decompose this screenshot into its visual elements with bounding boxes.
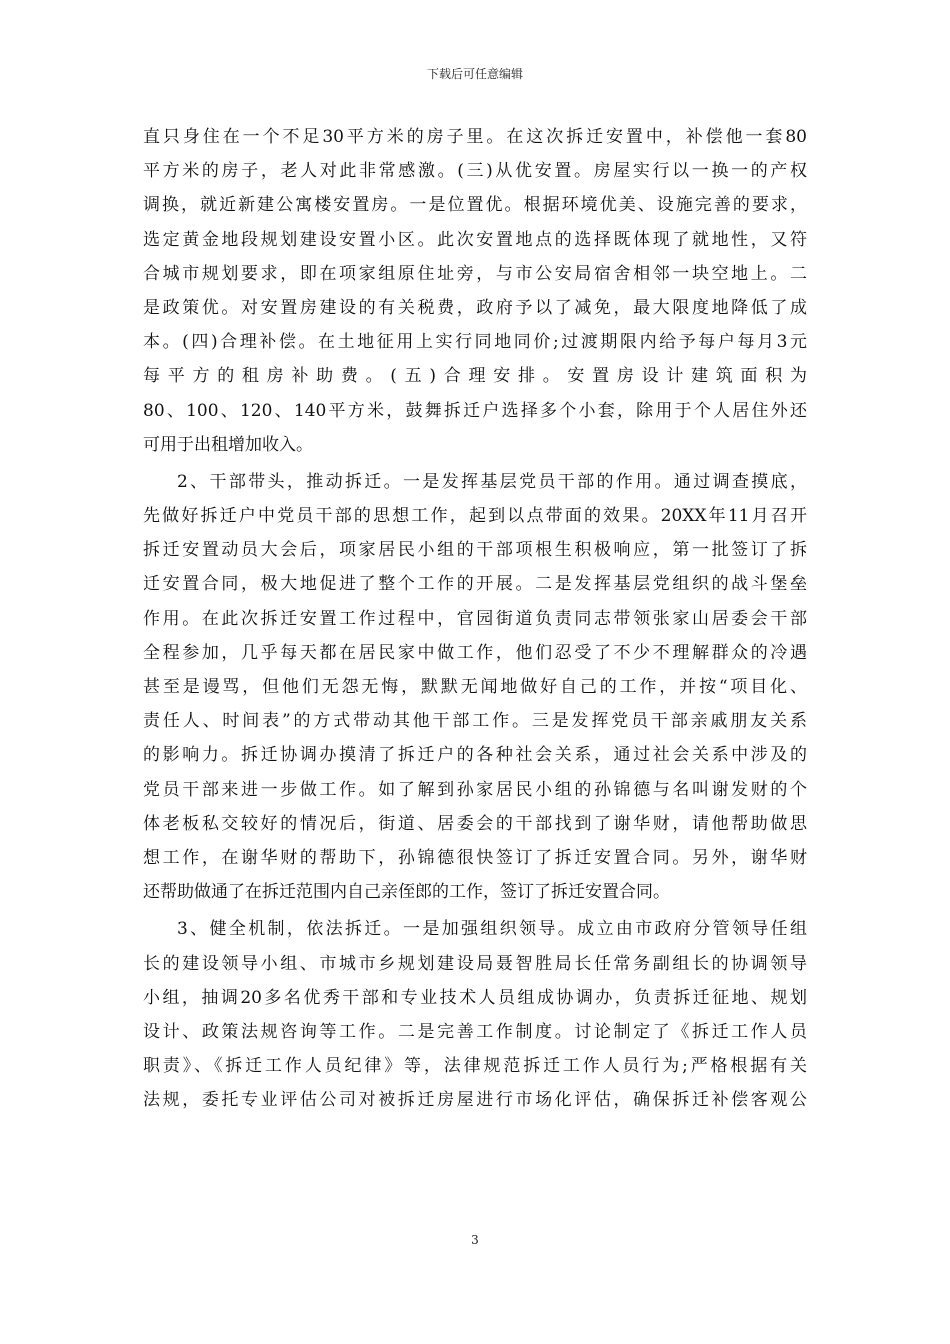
text-line: 拆迁安置动员大会后，项家居民小组的干部项根生积极响应，第一批签订了拆 (143, 540, 807, 561)
text-line: 法规，委托专业评估公司对被拆迁房屋进行市场化评估，确保拆迁补偿客观公 (143, 1090, 807, 1111)
text-line: 还帮助做通了在拆迁范围内自己亲侄郎的工作，签订了拆迁安置合同。 (143, 882, 670, 903)
text-line: 直只身住在一个不足30平方米的房子里。在这次拆迁安置中，补偿他一套80 (143, 127, 807, 147)
text-line: 设计、政策法规咨询等工作。二是完善工作制度。讨论制定了《拆迁工作人员 (143, 1021, 807, 1042)
text-line: 全程参加，几乎每天都在居民家中做工作，他们忍受了不少不理解群众的冷遇 (143, 642, 807, 663)
text-line: 责任人、时间表”的方式带动其他干部工作。三是发挥党员干部亲戚朋友关系 (143, 711, 807, 732)
text-line: 职责》、《拆迁工作人员纪律》等，法律规范拆迁工作人员行为;严格根据有关 (143, 1056, 807, 1077)
text-line: 迁安置合同，极大地促进了整个工作的开展。二是发挥基层党组织的战斗堡垒 (143, 574, 807, 595)
paragraph-1 (143, 120, 807, 462)
text-line: 先做好拆迁户中党员干部的思想工作，起到以点带面的效果。20XX年11月召开 (143, 506, 807, 527)
document-body (143, 120, 807, 1117)
text-line: 3、健全机制，依法拆迁。一是加强组织领导。成立由市政府分管领导任组 (177, 919, 807, 940)
paragraph-2 (143, 465, 807, 909)
text-line: 平方米的房子，老人对此非常感激。(三)从优安置。房屋实行以一换一的产权 (143, 161, 807, 182)
text-line: 想工作，在谢华财的帮助下，孙锦德很快签订了拆迁安置合同。另外，谢华财 (143, 847, 807, 868)
text-line: 2、干部带头，推动拆迁。一是发挥基层党员干部的作用。通过调查摸底， (177, 471, 807, 492)
text-line: 本。(四)合理补偿。在土地征用上实行同地同价;过渡期限内给予每户每月3元 (143, 332, 807, 353)
text-line: 的影响力。拆迁协调办摸清了拆迁户的各种社会关系，通过社会关系中涉及的 (143, 745, 807, 766)
text-line: 是政策优。对安置房建设的有关税费，政府予以了减免，最大限度地降低了成 (143, 297, 807, 318)
paragraph-3 (143, 912, 807, 1117)
text-line: 甚至是谩骂，但他们无怨无悔，默默无闻地做好自己的工作，并按“项目化、 (143, 677, 807, 697)
text-line: 合城市规划要求，即在项家组原住址旁，与市公安局宿舍相邻一块空地上。二 (143, 263, 807, 284)
page-number: 3 (471, 1233, 479, 1247)
text-line: 小组，抽调20多名优秀干部和专业技术人员组成协调办，负责拆迁征地、规划 (143, 987, 807, 1008)
page-header-note: 下载后可任意编辑 (426, 67, 523, 81)
text-line: 党员干部来进一步做工作。如了解到孙家居民小组的孙锦德与名叫谢发财的个 (143, 779, 807, 800)
text-line: 每平方的租房补助费。(五)合理安排。安置房设计建筑面积为 (143, 366, 807, 387)
text-line: 调换，就近新建公寓楼安置房。一是位置优。根据环境优美、设施完善的要求， (143, 195, 807, 216)
text-line: 可用于出租增加收入。 (143, 434, 313, 455)
text-line: 作用。在此次拆迁安置工作过程中，官园街道负责同志带领张家山居委会干部 (143, 608, 807, 629)
text-line: 体老板私交较好的情况后，街道、居委会的干部找到了谢华财，请他帮助做思 (143, 813, 807, 834)
text-line: 长的建设领导小组、市城市乡规划建设局聂智胜局长任常务副组长的协调领导 (143, 953, 807, 974)
text-line: 80、100、120、140平方米，鼓舞拆迁户选择多个小套，除用于个人居住外还 (143, 400, 807, 421)
text-line: 选定黄金地段规划建设安置小区。此次安置地点的选择既体现了就地性，又符 (143, 229, 807, 250)
